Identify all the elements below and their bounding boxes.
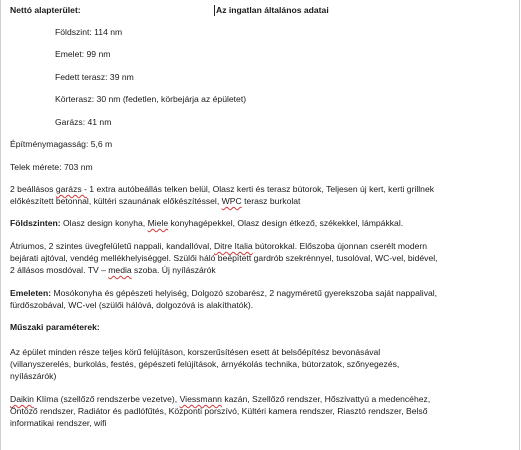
- garage-line2-text: előkészített betonnal, kültéri szaunának előkészítéssel,: [10, 196, 222, 206]
- atrium-line-2: bejárati ajtóval, vendég mellékhelyiséggel. Szülői háló beépített gardrób szekrénnyel, tusolóval, WC-vel, bidével,: [10, 253, 438, 263]
- atrium-line-1: [10, 241, 427, 252]
- renovation-line-1: Az épület minden része teljes körű felújításon, korszerűsítésen esett át belsőépítész bevonásával: [10, 347, 381, 357]
- garage-paragraph-line-2: [10, 196, 300, 207]
- plot-size: Telek mérete: 703 nm: [10, 162, 93, 172]
- ground-floor-label: Földszinten:: [10, 218, 61, 228]
- building-height: Építménymagasság: 5,6 m: [10, 139, 113, 149]
- systems-line-2: Öntöző rendszer, Radiátor és padlófűtés, Központi porszívó, Kültéri kamera rendszer, Riasztó rendszer, Belső: [10, 406, 428, 416]
- systems-line-1: [10, 394, 430, 405]
- atrium-line-3: [10, 265, 216, 276]
- garage-text-rest: 1 extra autóbeállás telken belül, Olasz kerti és terasz bútorok, Teljesen új kert, kerti grillnek: [86, 184, 435, 194]
- ditre-italia-word: Ditre Italia: [213, 241, 253, 251]
- systems-line-3: informatikai rendszer, wifi: [10, 418, 107, 428]
- atrium-text-c: bútorokkal. Előszoba újonnan cserélt modern: [252, 241, 428, 251]
- media-word: media: [108, 265, 132, 275]
- atrium-l3-text-a: 2 állásos mosdóval. TV –: [10, 265, 109, 275]
- area-wraparound-terrace: Körterasz: 30 nm (fedetlen, körbejárja az épületet): [55, 94, 247, 104]
- text-cursor: [214, 5, 215, 16]
- upper-floor-line-1: [10, 288, 437, 299]
- atrium-l3-text-c: szoba. Új nyílászárók: [131, 265, 216, 275]
- systems-text-b: Klíma (szellőző rendszerbe vezetve),: [33, 394, 180, 404]
- area-garage: Garázs: 41 nm: [55, 117, 112, 127]
- garage-word: garázs -: [55, 184, 87, 194]
- garage-line2-end: terasz burkolat: [241, 196, 301, 206]
- upper-floor-line-2: fürdőszobával, WC-vel (szülői hálóvá, dolgozóvá is alakíthatók).: [10, 300, 254, 310]
- upper-floor-label: Emeleten:: [10, 288, 52, 298]
- systems-text-d: kazán, Szellőző rendszer, Hőszivattyú a medencéhez,: [221, 394, 431, 404]
- ground-floor-text-a: Olasz design konyha,: [60, 218, 148, 228]
- daikin-word: Daikin: [10, 394, 34, 404]
- area-upper-floor: Emelet: 99 nm: [55, 49, 111, 59]
- atrium-text-a: Átriumos, 2 szintes üvegfelületű nappali, kandallóval,: [10, 241, 214, 251]
- property-general-data-heading: Az ingatlan általános adatai: [216, 5, 329, 15]
- renovation-line-3: nyílászárók): [10, 371, 57, 381]
- garage-text-start: 2 beállásos: [10, 184, 56, 194]
- ground-floor-paragraph: [10, 218, 403, 229]
- technical-parameters-heading: Műszaki paraméterek:: [10, 322, 100, 332]
- garage-paragraph-line-1: [10, 184, 434, 195]
- ground-floor-text-c: konyhagépekkel, Olasz design étkező, székekkel, lámpákkal.: [168, 218, 404, 228]
- wpc-word: WPC: [221, 196, 242, 206]
- viessmann-word: Viessmann: [179, 394, 222, 404]
- page-border-right: [519, 0, 520, 450]
- upper-floor-text: Mosókonyha és gépészeti helyiség, Dolgozó szobarész, 2 nagyméretű gyerekszoba saját nappalival,: [51, 288, 438, 298]
- page-border-left: [0, 0, 1, 450]
- area-ground-floor: Földszint: 114 nm: [55, 27, 123, 37]
- area-covered-terrace: Fedett terasz: 39 nm: [55, 72, 134, 82]
- renovation-line-2: (villanyszerelés, burkolás, festés, gépészeti felújítások, árnyékolás technika, bútorzatok, szőnyegezés,: [10, 359, 400, 369]
- miele-word: Miele: [147, 218, 169, 228]
- net-area-heading: Nettó alapterület:: [10, 5, 81, 15]
